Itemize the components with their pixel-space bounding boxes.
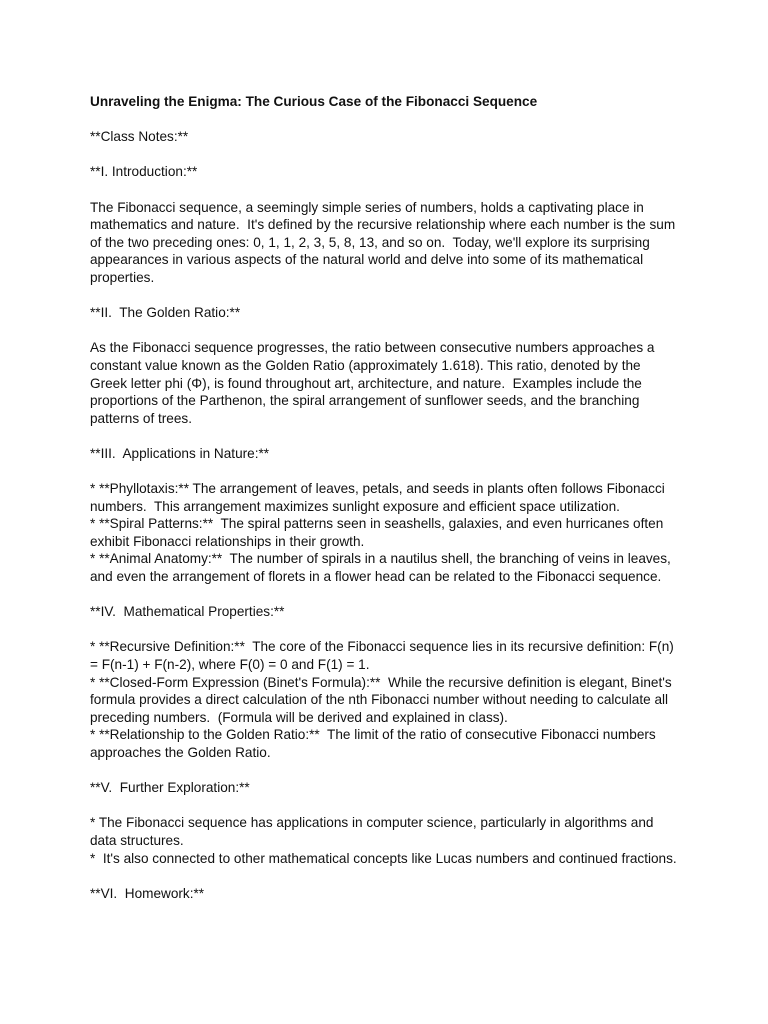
list-item: * **Closed-Form Expression (Binet's Formula):** While the recursive definition is elegant, Binet's formula provides a direct calculation of the nth Fibonacci number without needing to calculate all preceding numbers. (Formula will be derived and explained in class). xyxy=(90,674,676,725)
list-item: * It's also connected to other mathematical concepts like Lucas numbers and continued fractions. xyxy=(90,850,677,866)
list-item: * **Recursive Definition:** The core of the Fibonacci sequence lies in its recursive definition: F(n) = F(n-1) + F(n-2), where F(0) = 0 and F(1) = 1. xyxy=(90,639,678,672)
section-heading-homework: **VI. Homework:** xyxy=(90,885,205,901)
section-heading-introduction: **I. Introduction:** xyxy=(90,164,198,180)
document-body xyxy=(90,93,680,920)
list-item: * The Fibonacci sequence has applications in computer science, particularly in algorithms and data structures. xyxy=(90,815,658,848)
section-heading-further-exploration: **V. Further Exploration:** xyxy=(90,780,250,796)
further-list xyxy=(90,814,680,867)
introduction-paragraph: The Fibonacci sequence, a seemingly simple series of numbers, holds a captivating place in mathematics and nature. It's defined by the recursive relationship where each number is the sum of the two preceding ones: 0, 1, 1, 2, 3, 5, 8, 13, and so on. Today, we'll explore its surprising appearances in various aspects of the natural world and delve into some of its mathematical properties. xyxy=(90,199,679,285)
golden-ratio-paragraph: As the Fibonacci sequence progresses, the ratio between consecutive numbers approaches a constant value known as the Golden Ratio (approximately 1.618). This ratio, denoted by the Greek letter phi (Φ), is found throughout art, architecture, and nature. Examples include the proportions of the Parthenon, the spiral arrangement of sunflower seeds, and the branching patterns of trees. xyxy=(90,340,659,426)
math-list xyxy=(90,638,680,761)
document-title: Unraveling the Enigma: The Curious Case of the Fibonacci Sequence xyxy=(90,94,538,109)
list-item: * **Relationship to the Golden Ratio:** The limit of the ratio of consecutive Fibonacci numbers approaches the Golden Ratio. xyxy=(90,727,660,760)
section-heading-golden-ratio: **II. The Golden Ratio:** xyxy=(90,305,241,321)
class-notes-label: **Class Notes:** xyxy=(90,129,189,145)
section-heading-mathematical-properties: **IV. Mathematical Properties:** xyxy=(90,604,285,620)
section-heading-applications-in-nature: **III. Applications in Nature:** xyxy=(90,445,270,461)
list-item: * **Spiral Patterns:** The spiral patterns seen in seashells, galaxies, and even hurricanes often exhibit Fibonacci relationships in their growth. xyxy=(90,516,668,549)
list-item: * **Animal Anatomy:** The number of spirals in a nautilus shell, the branching of veins in leaves, and even the arrangement of florets in a flower head can be related to the Fibonacci sequence. xyxy=(90,551,675,585)
nature-list xyxy=(90,480,680,586)
list-item: * **Phyllotaxis:** The arrangement of leaves, petals, and seeds in plants often follows Fibonacci numbers. This arrangement maximizes sunlight exposure and efficient space utilization. xyxy=(90,481,669,514)
